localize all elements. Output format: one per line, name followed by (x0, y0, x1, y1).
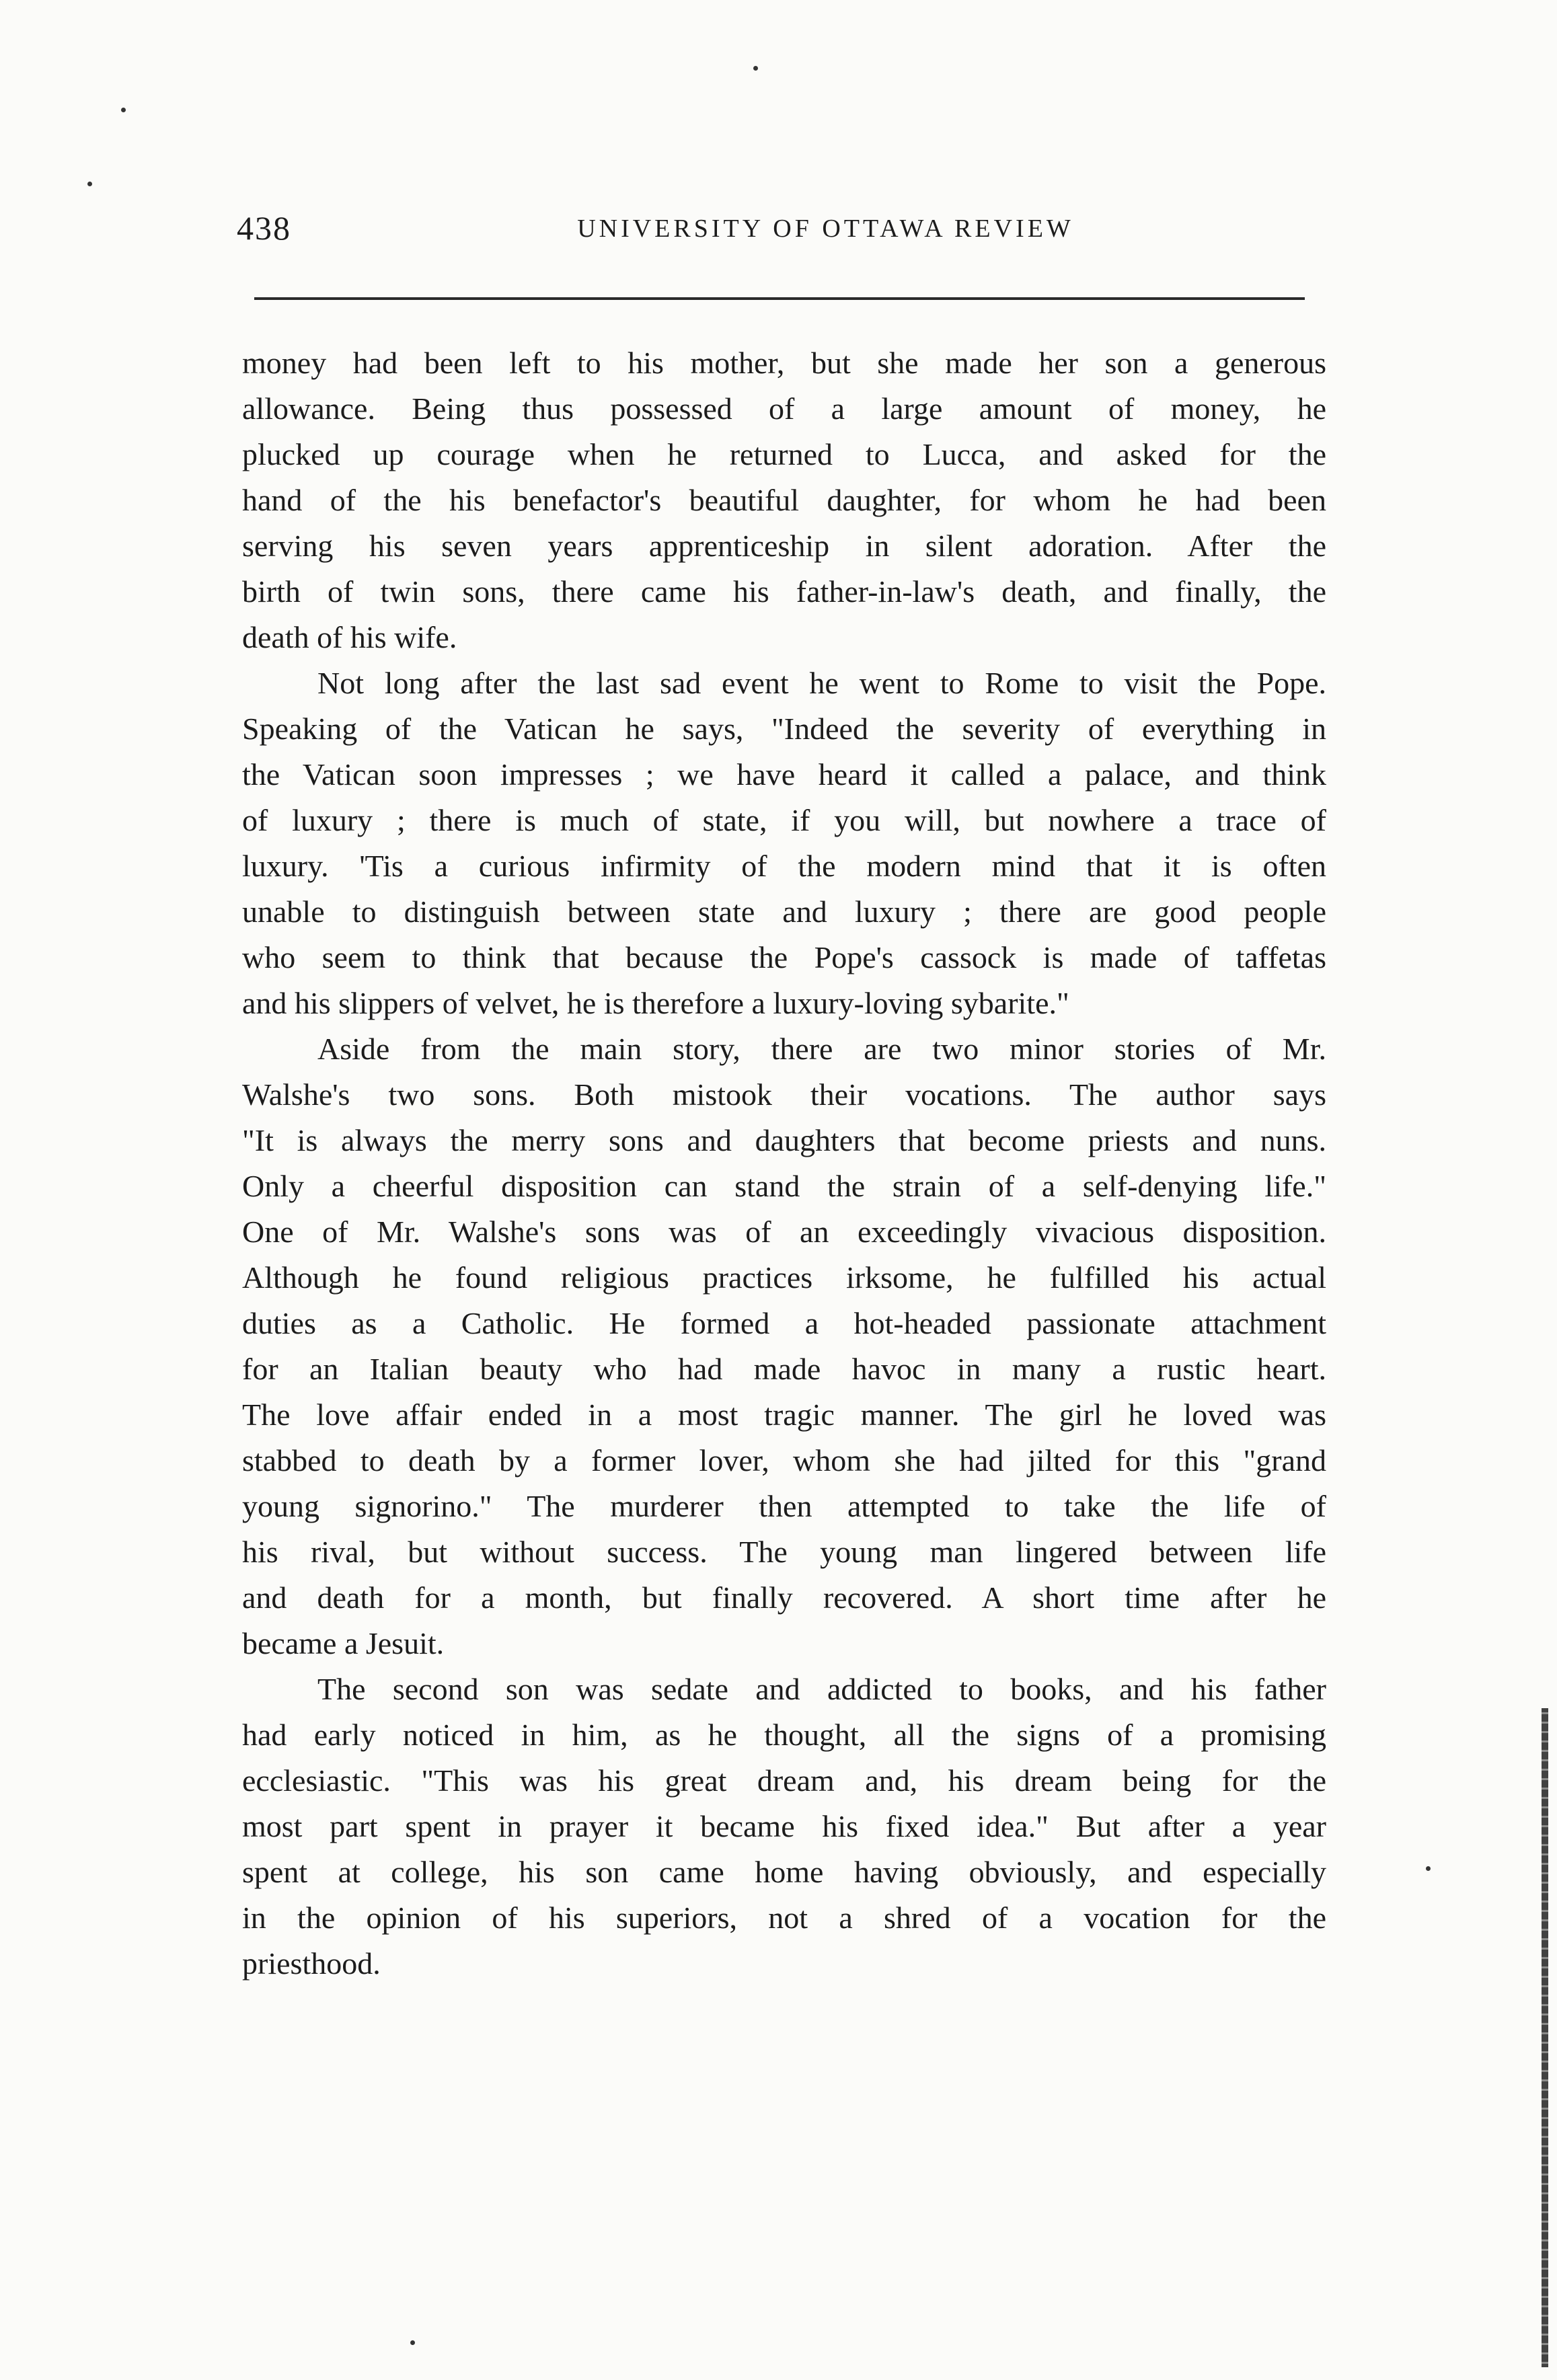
text-line: duties as a Catholic. He formed a hot-headed passionate attachment (242, 1306, 1326, 1340)
paragraph (242, 340, 1326, 660)
text-line: hand of the his benefactor's beautiful daughter, for whom he had been (242, 483, 1326, 517)
text-line: Not long after the last sad event he went to Rome to visit the Pope. (317, 666, 1326, 700)
text-line: for an Italian beauty who had made havoc in many a rustic heart. (242, 1352, 1326, 1386)
text-line: and his slippers of velvet, he is therefore a luxury-loving sybarite." (242, 986, 1069, 1020)
article-body (242, 340, 1326, 1987)
text-line: birth of twin sons, there came his father-in-law's death, and finally, the (242, 574, 1326, 609)
scan-speck (87, 182, 92, 186)
text-line: plucked up courage when he returned to Lucca, and asked for the (242, 437, 1326, 471)
text-line: who seem to think that because the Pope's cassock is made of taffetas (242, 940, 1326, 974)
text-line: the Vatican soon impresses ; we have heard it called a palace, and think (242, 757, 1326, 792)
paragraph (242, 660, 1326, 1026)
scan-speck (410, 2340, 415, 2345)
text-line: unable to distinguish between state and luxury ; there are good people (242, 894, 1326, 929)
text-line: young signorino." The murderer then attempted to take the life of (242, 1489, 1326, 1523)
paragraph (242, 1026, 1326, 1666)
text-line: spent at college, his son came home having obviously, and especially (242, 1855, 1326, 1889)
text-line: Aside from the main story, there are two minor stories of Mr. (317, 1032, 1326, 1066)
text-line: priesthood. (242, 1946, 381, 1981)
text-line: of luxury ; there is much of state, if you will, but nowhere a trace of (242, 803, 1326, 837)
text-line: stabbed to death by a former lover, whom she had jilted for this "grand (242, 1443, 1326, 1477)
scan-margin-edge (1542, 1708, 1548, 2367)
text-line: most part spent in prayer it became his fixed idea." But after a year (242, 1809, 1326, 1843)
text-line: became a Jesuit. (242, 1626, 445, 1660)
text-line: money had been left to his mother, but she made her son a generous (242, 346, 1326, 380)
scan-speck (121, 108, 126, 112)
text-line: and death for a month, but finally recovered. A short time after he (242, 1580, 1326, 1615)
text-line: ecclesiastic. "This was his great dream and, his dream being for the (242, 1763, 1326, 1798)
scan-speck (753, 66, 758, 71)
text-line: "It is always the merry sons and daughters that become priests and nuns. (242, 1123, 1326, 1157)
text-line: had early noticed in him, as he thought, all the signs of a promising (242, 1718, 1326, 1752)
text-line: Speaking of the Vatican he says, "Indeed the severity of everything in (242, 712, 1326, 746)
text-line: in the opinion of his superiors, not a shred of a vocation for the (242, 1901, 1326, 1935)
page-number: 438 (237, 209, 291, 247)
text-line: One of Mr. Walshe's sons was of an exceedingly vivacious disposition. (242, 1215, 1326, 1249)
text-line: Walshe's two sons. Both mistook their vocations. The author says (242, 1077, 1326, 1112)
text-line: Although he found religious practices irksome, he fulfilled his actual (242, 1260, 1326, 1295)
text-line: The love affair ended in a most tragic manner. The girl he loved was (242, 1397, 1326, 1432)
paragraph (242, 1666, 1326, 1987)
text-line: luxury. 'Tis a curious infirmity of the modern mind that it is often (242, 849, 1326, 883)
scan-speck (1426, 1866, 1431, 1871)
text-line: death of his wife. (242, 620, 457, 654)
header-rule (254, 297, 1305, 300)
running-title: UNIVERSITY OF OTTAWA REVIEW (577, 215, 1074, 243)
text-line: Only a cheerful disposition can stand the strain of a self-denying life." (242, 1169, 1326, 1203)
text-line: serving his seven years apprenticeship in silent adoration. After the (242, 529, 1326, 563)
text-line: his rival, but without success. The young man lingered between life (242, 1535, 1326, 1569)
text-line: The second son was sedate and addicted to books, and his father (317, 1672, 1326, 1706)
text-line: allowance. Being thus possessed of a large amount of money, he (242, 391, 1326, 426)
